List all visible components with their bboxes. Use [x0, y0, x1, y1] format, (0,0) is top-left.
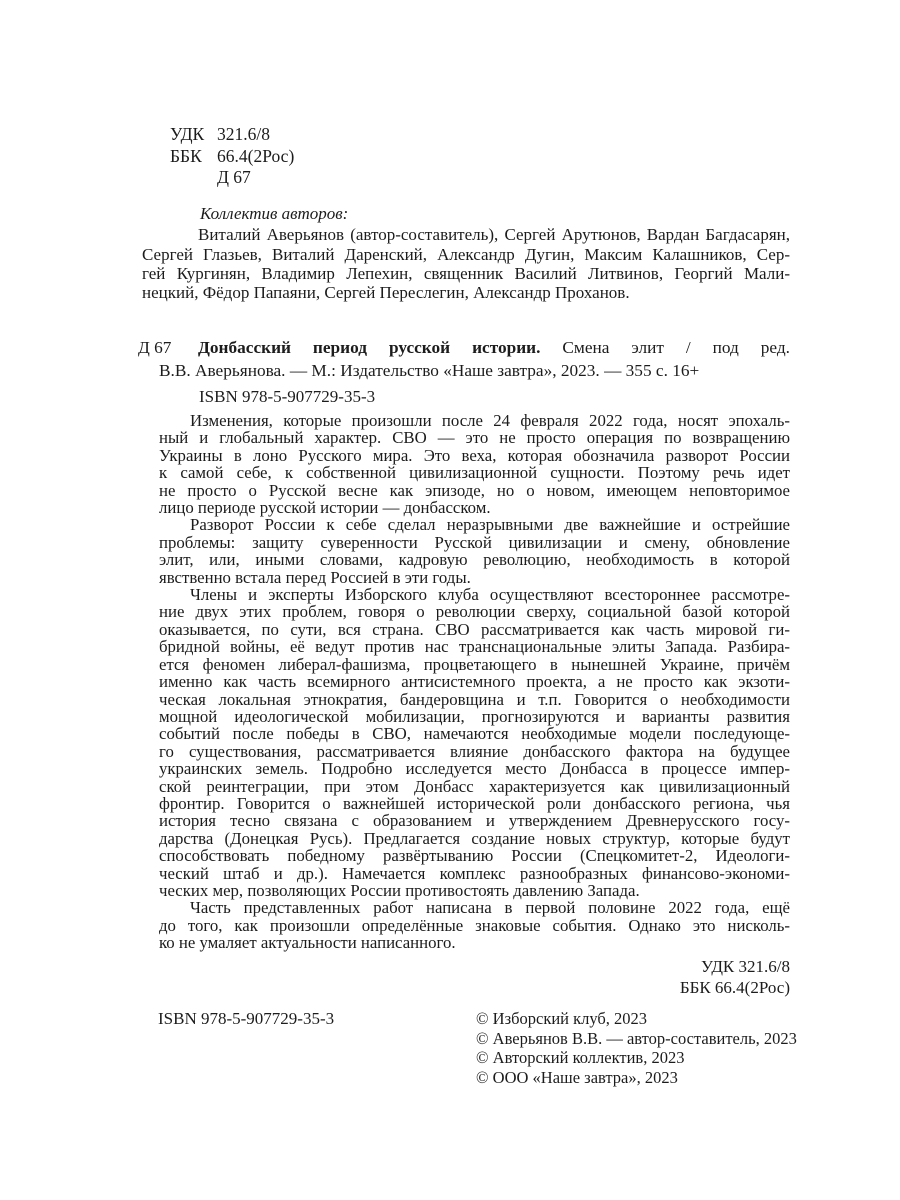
bbk-value: 66.4(2Рос) [217, 145, 295, 166]
text-line: © ООО «Наше завтра», 2023 [476, 1067, 678, 1087]
text-line: дарства (Донецкая Русь). Предлагается создание новых структур, которые будут [159, 828, 790, 848]
text-line: Сергей Глазьев, Виталий Даренский, Александр Дугин, Максим Калашников, Сер- [142, 244, 790, 264]
text-line: нецкий, Фёдор Папаяни, Сергей Переслегин, Александр Проханов. [142, 283, 630, 303]
annotation-paragraph [159, 412, 790, 516]
authors-heading: Коллектив авторов: [200, 204, 349, 223]
text-line: именно как часть всемирного антисистемного проекта, а не просто как экзоти- [159, 672, 790, 692]
text-line: явственно встала перед Россией в эти годы. [159, 567, 471, 587]
text-line: ние двух этих проблем, говоря о революции сверху, социальной базой которой [159, 602, 790, 622]
udk-value: 321.6/8 [217, 124, 270, 144]
copyright-list [476, 1009, 797, 1087]
udc-bbk-footer [490, 957, 790, 998]
text-line: способствовать победному развёртыванию России (Спецкомитет-2, Идеологи- [159, 846, 790, 866]
udc-bbk-block [170, 124, 294, 189]
catalog-card-line2: В.В. Аверьянова. — М.: Издательство «Наше завтра», 2023. — 355 с. 16+ [159, 360, 700, 380]
bbk-label: ББК [170, 145, 202, 166]
catalog-card-code: Д 67 [138, 338, 172, 357]
text-line: Часть представленных работ написана в первой половине 2022 года, ещё [190, 898, 790, 918]
authors-list [142, 225, 790, 302]
text-line: ко не умаляет актуальности написанного. [159, 933, 456, 953]
catalog-card-line1 [159, 337, 790, 360]
book-title: Донбасский период русской истории. [198, 338, 541, 357]
text-line: ный и глобальный характер. СВО — это не просто операция по возвращению [159, 428, 790, 448]
catalog-card-lines [159, 337, 790, 382]
bbk-footer-value: ББК 66.4(2Рос) [679, 977, 790, 997]
text-line: ческих мер, позволяющих России противостоять давлению Запада. [159, 880, 640, 900]
catalog-card [138, 337, 790, 382]
text-line: событий после победы в СВО, намечаются необходимые модели последующе- [159, 724, 790, 744]
text-line: © Аверьянов В.В. — автор-составитель, 2023 [476, 1028, 797, 1048]
text-line: лицо периоде русской истории — донбасском. [159, 498, 491, 518]
isbn-bottom: ISBN 978-5-907729-35-3 [158, 1009, 335, 1028]
text-line: © Авторский коллектив, 2023 [476, 1048, 685, 1068]
text-line: Виталий Аверьянов (автор-составитель), Сергей Арутюнов, Вардан Багдасарян, [198, 225, 790, 245]
bbk-row [170, 146, 294, 168]
book-subtitle: Смена элит / под ред. [540, 338, 790, 357]
book-code-row [170, 167, 294, 189]
authors-block [142, 204, 790, 302]
text-line: Члены и эксперты Изборского клуба осуществляют всестороннее рассмотре- [190, 585, 790, 605]
text-line: Разворот России к себе сделал неразрывными две важнейшие и острейшие [190, 515, 790, 535]
text-line: © Изборский клуб, 2023 [476, 1009, 648, 1028]
text-line: мощной идеологической мобилизации, прогнозируются и варианты развития [159, 706, 790, 726]
text-line: история тесно связана с образованием и утверждением Древнерусского госу- [159, 811, 790, 831]
text-line: Изменения, которые произошли после 24 февраля 2022 года, носят эпохаль- [190, 411, 790, 430]
isbn-top: ISBN 978-5-907729-35-3 [199, 387, 376, 406]
text-line: ческая локальная этнократия, бандеровщина и т.п. Говорится о необходимости [159, 689, 790, 709]
text-line: до того, как произошли определённые знаковые события. Однако это нисколь- [159, 915, 790, 935]
udk-footer-value: УДК 321.6/8 [701, 957, 790, 976]
annotation-paragraph [159, 586, 790, 899]
text-line: украинских земель. Подробно исследуется место Донбасса в процессе импер- [159, 759, 790, 779]
book-code-value: Д 67 [217, 167, 251, 187]
udk-label: УДК [170, 124, 205, 144]
text-line: к самой себе, к собственной цивилизационной сущности. Поэтому речь идет [159, 463, 790, 483]
text-line: ется феномен либерал-фашизма, процветающего в нынешней Украине, причём [159, 654, 790, 674]
text-line: фронтир. Говорится о важнейшей исторической роли донбасского региона, чья [159, 793, 790, 813]
text-line: ской реинтеграции, при этом Донбасс характеризуется как цивилизационный [159, 776, 790, 796]
annotation-paragraph [159, 899, 790, 951]
text-line: оказывается, по сути, вся страна. СВО рассматривается как часть мировой ги- [159, 619, 790, 639]
annotation-paragraph [159, 516, 790, 586]
text-line: проблемы: защиту суверенности Русской цивилизации и смену, обновление [159, 532, 790, 552]
text-line: гей Кургинян, Владимир Лепехин, священник Василий Литвинов, Георгий Мали- [142, 263, 790, 283]
text-line: Украины в лоно Русского мира. Это веха, которая обозначила разворот России [159, 445, 790, 465]
text-line: го существования, рассматривается влияние донбасского фактора на будущее [159, 741, 790, 761]
text-line: ческий штаб и др.). Намечается комплекс разнообразных финансово-экономи- [159, 863, 790, 883]
text-line: элит, или, иными словами, кадровую революцию, необходимость в которой [159, 550, 790, 570]
udk-row [170, 124, 294, 146]
text-line: бридной войны, её ведут против нас транснациональные элиты Запада. Разбира- [159, 637, 790, 657]
annotation-block [159, 412, 790, 952]
text-line: не просто о Русской весне как эпизоде, но о новом, имеющем неповторимое [159, 480, 790, 500]
